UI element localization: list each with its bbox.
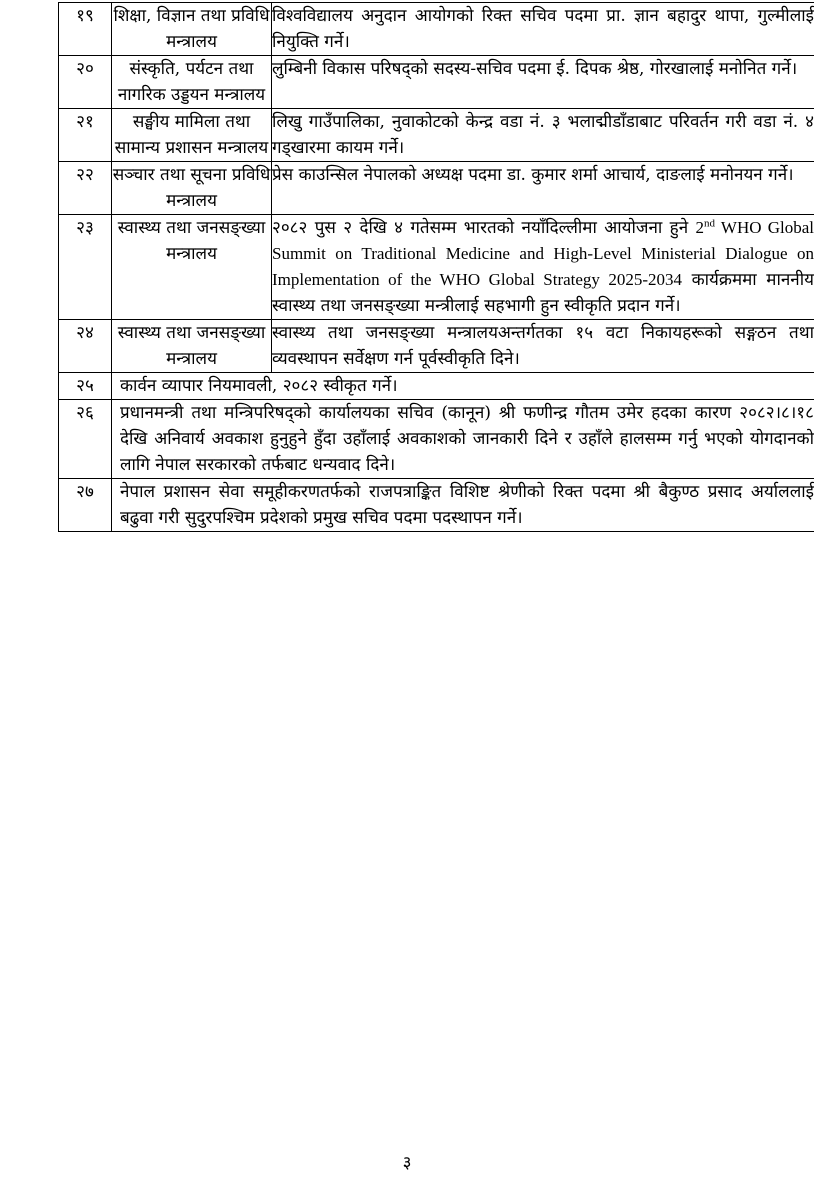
table-row <box>59 400 814 479</box>
event-title-text: WHO Global Summit on Traditional Medicine and High-Level Ministerial Dialogue on Implementation of the WHO Global Strategy 2025-2034 <box>272 218 814 289</box>
decisions-table <box>58 2 814 532</box>
decision-text: नेपाल प्रशासन सेवा समूहीकरणतर्फको राजपत्राङ्कित विशिष्ट श्रेणीको रिक्त पदमा श्री बैकुण्ठ प्रसाद अर्याललाई बढुवा गरी सुदुरपश्चिम प्रदेशको प्रमुख सचिव पदमा पदस्थापन गर्ने। <box>112 479 814 532</box>
table-row <box>59 320 814 373</box>
table-row <box>59 373 814 400</box>
ministry-name: स्वास्थ्य तथा जनसङ्ख्या मन्त्रालय <box>112 320 272 373</box>
decision-text: प्रधानमन्त्री तथा मन्त्रिपरिषद्को कार्यालयका सचिव (कानून) श्री फणीन्द्र गौतम उमेर हदका कारण २०८२।८।१८ देखि अनिवार्य अवकाश हुनुहुने हुँदा उहाँलाई अवकाशको जानकारी दिने र उहाँले हालसम्म गर्नु भएको योगदानको लागि नेपाल सरकारको तर्फबाट धन्यवाद दिने। <box>112 400 814 479</box>
table-row <box>59 109 814 162</box>
row-number: २५ <box>59 373 112 400</box>
ministry-name: सङ्घीय मामिला तथा सामान्य प्रशासन मन्त्रालय <box>112 109 272 162</box>
decision-text: लुम्बिनी विकास परिषद्को सदस्य-सचिव पदमा ई. दिपक श्रेष्ठ, गोरखालाई मनोनित गर्ने। <box>272 56 814 109</box>
decision-text: प्रेस काउन्सिल नेपालको अध्यक्ष पदमा डा. कुमार शर्मा आचार्य, दाङलाई मनोनयन गर्ने। <box>272 162 814 215</box>
ordinal-number: 2 <box>695 218 705 237</box>
decision-text-intro: २०८२ पुस २ देखि ४ गतेसम्म भारतको नयाँदिल्लीमा आयोजना हुने <box>272 218 689 238</box>
ministry-name: शिक्षा, विज्ञान तथा प्रविधि मन्त्रालय <box>112 3 272 56</box>
page-number: ३ <box>402 1153 412 1173</box>
ministry-name: स्वास्थ्य तथा जनसङ्ख्या मन्त्रालय <box>112 215 272 320</box>
ministry-name: संस्कृति, पर्यटन तथा नागरिक उड्डयन मन्त्रालय <box>112 56 272 109</box>
row-number: २४ <box>59 320 112 373</box>
decision-text: विश्वविद्यालय अनुदान आयोगको रिक्त सचिव पदमा प्रा. ज्ञान बहादुर थापा, गुल्मीलाई नियुक्ति गर्ने। <box>272 3 814 56</box>
row-number: २२ <box>59 162 112 215</box>
table-row <box>59 162 814 215</box>
row-number: २० <box>59 56 112 109</box>
row-number: २६ <box>59 400 112 479</box>
row-number: २१ <box>59 109 112 162</box>
table-row <box>59 3 814 56</box>
decision-text <box>272 215 814 320</box>
table-row <box>59 479 814 532</box>
decision-text-outro: कार्यक्रममा माननीय स्वास्थ्य तथा जनसङ्ख्या मन्त्रीलाई सहभागी हुन स्वीकृति प्रदान गर्ने। <box>272 270 814 316</box>
decision-text: स्वास्थ्य तथा जनसङ्ख्या मन्त्रालयअन्तर्गतका १५ वटा निकायहरूको सङ्गठन तथा व्यवस्थापन सर्वेक्षण गर्न पूर्वस्वीकृति दिने। <box>272 320 814 373</box>
decision-text: लिखु गाउँपालिका, नुवाकोटको केन्द्र वडा नं. ३ भलाद्मीडाँडाबाट परिवर्तन गरी वडा नं. ४ गड्खारमा कायम गर्ने। <box>272 109 814 162</box>
ministry-name: सञ्चार तथा सूचना प्रविधि मन्त्रालय <box>112 162 272 215</box>
table-row <box>59 215 814 320</box>
row-number: २३ <box>59 215 112 320</box>
decision-text: कार्वन व्यापार नियमावली, २०८२ स्वीकृत गर्ने। <box>112 373 814 400</box>
row-number: २७ <box>59 479 112 532</box>
table-row <box>59 56 814 109</box>
ordinal-suffix: nd <box>704 217 716 230</box>
row-number: १९ <box>59 3 112 56</box>
